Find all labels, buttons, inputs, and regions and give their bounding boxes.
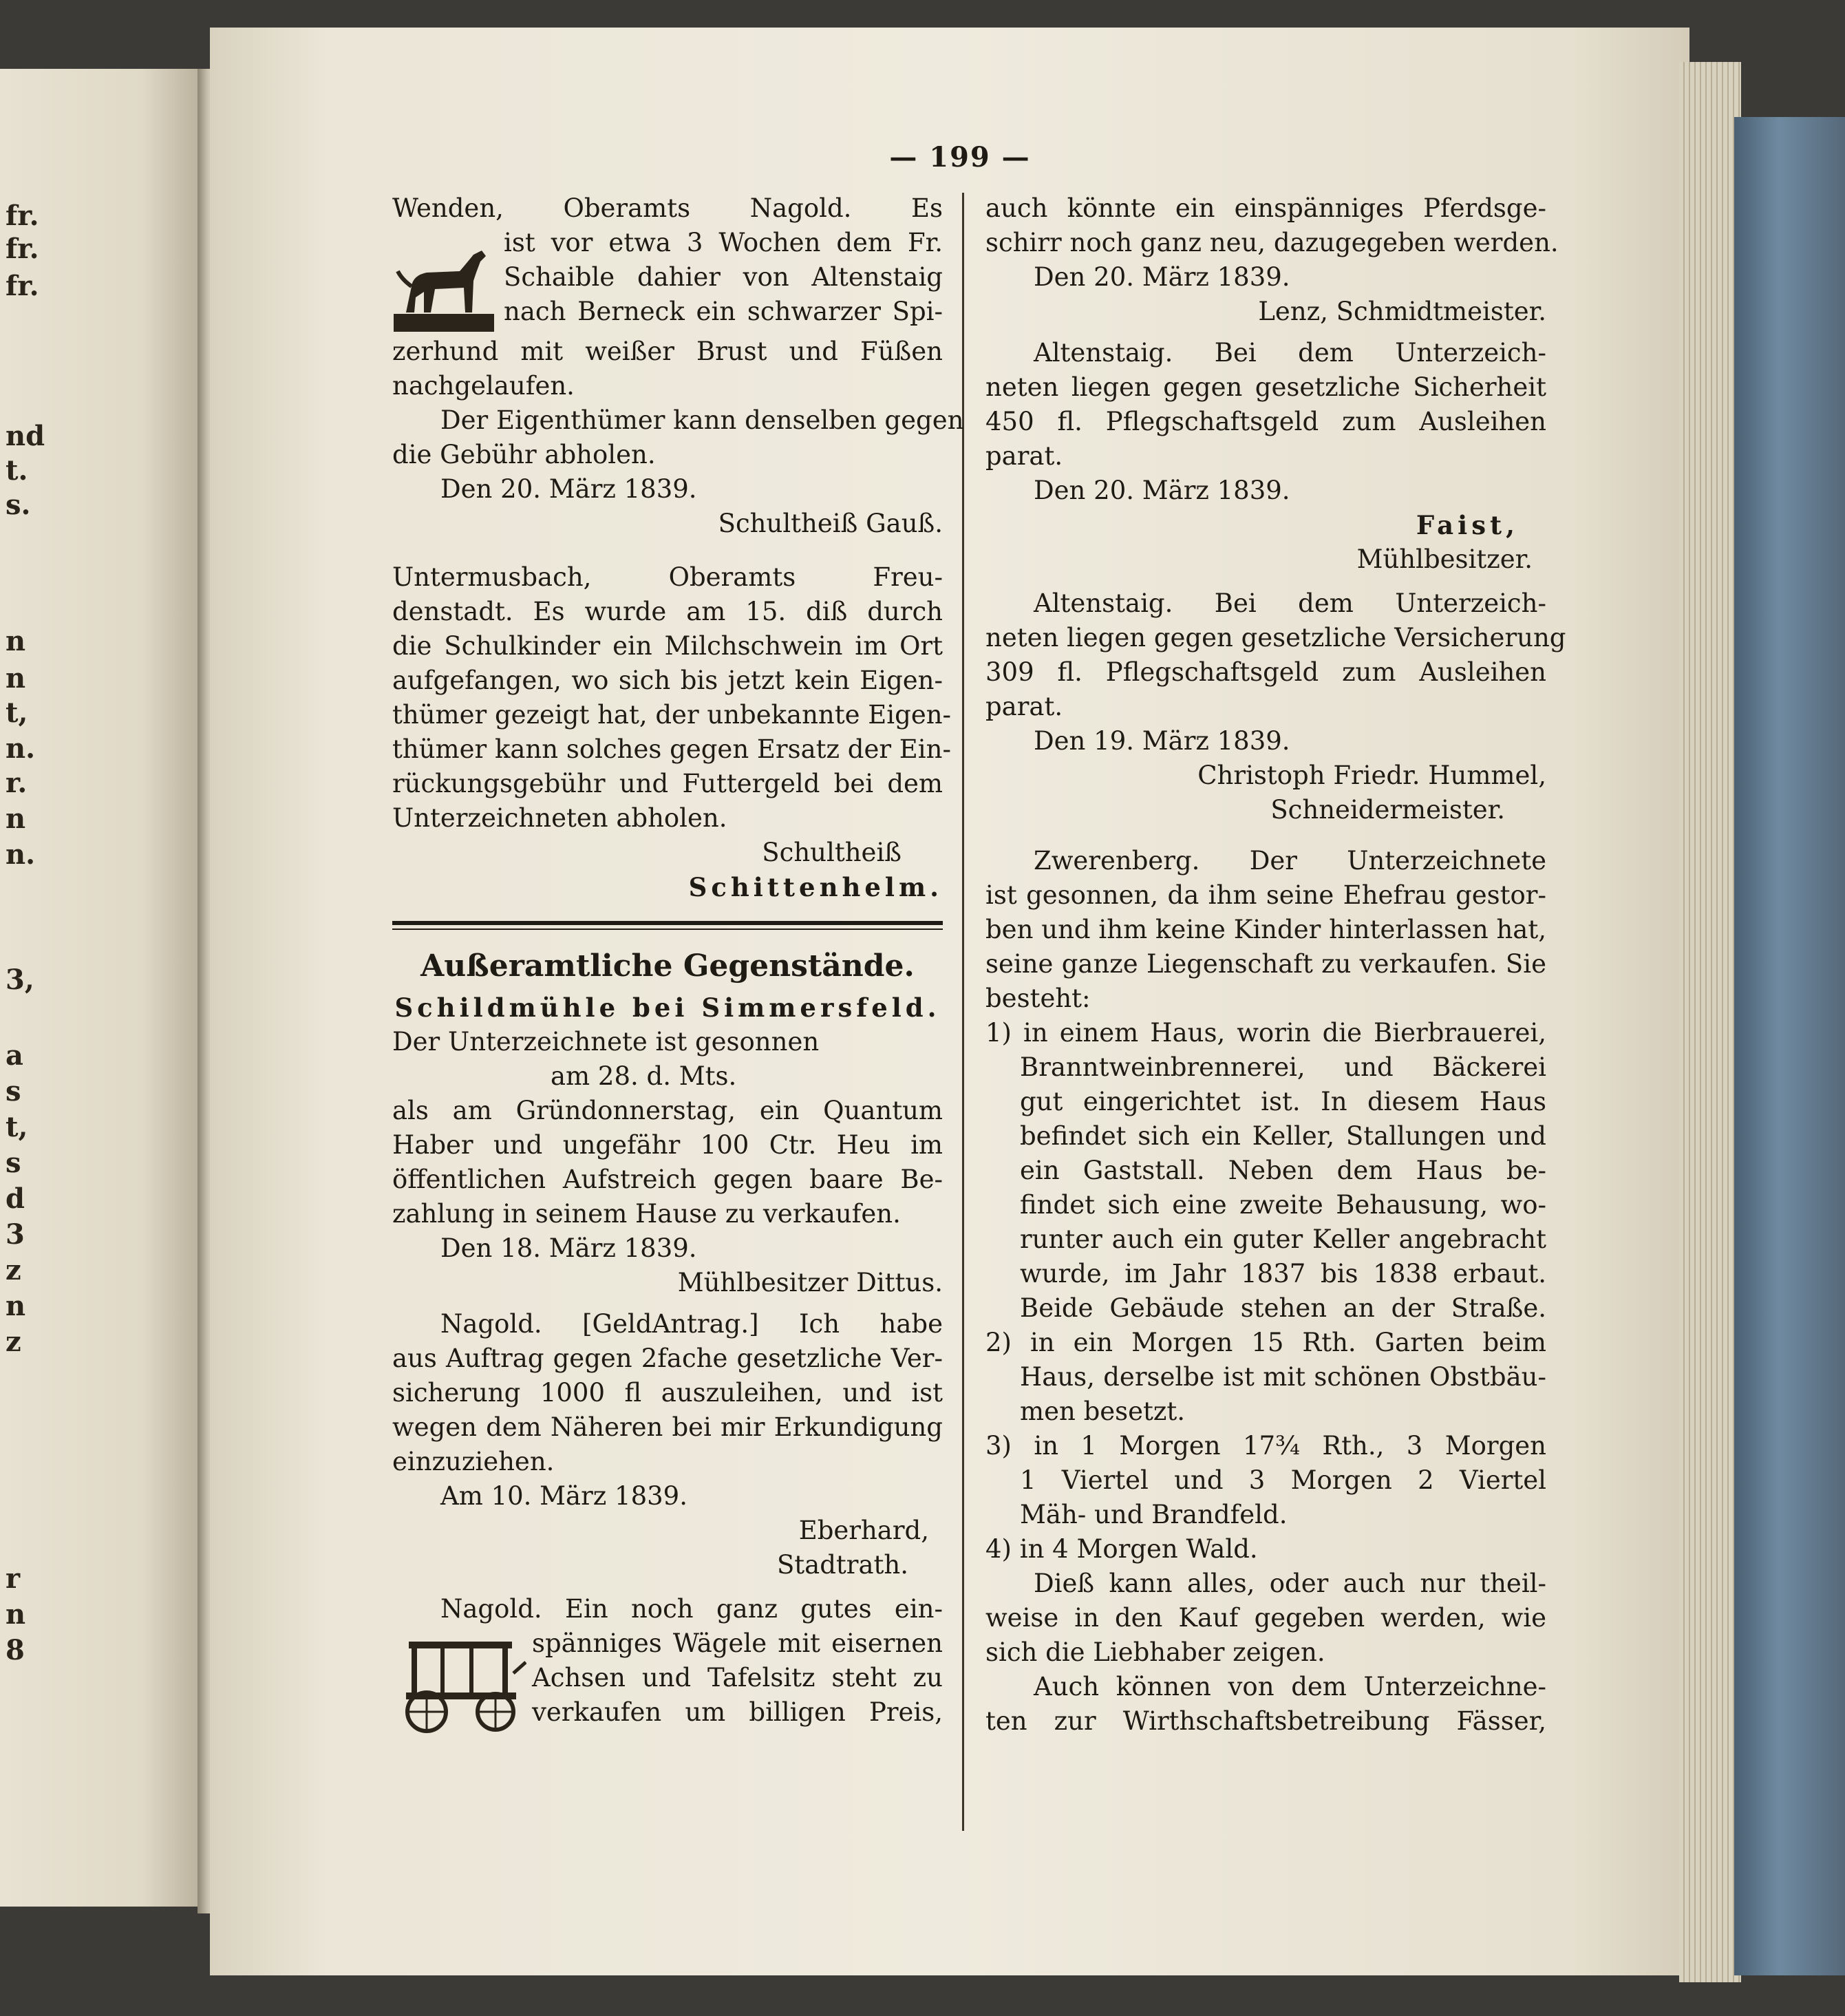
left-fragment: z [6, 1326, 21, 1358]
left-fragment: 3 [6, 1218, 25, 1251]
text-line: Der Eigenthümer kann denselben gegen [440, 405, 964, 435]
text-line: Schaible dahier von Altenstaig [504, 262, 943, 292]
text-line: Branntweinbrennerei, und Bäckerei [1020, 1052, 1546, 1082]
text-line: ist gesonnen, da ihm seine Ehefrau gestor- [985, 880, 1546, 910]
ad-zwerenberg [985, 844, 1546, 1739]
left-fragment: n. [6, 732, 36, 765]
text-line: Den 18. März 1839. [440, 1233, 697, 1263]
text-line: ben und ihm keine Kinder hinterlassen hat, [985, 915, 1546, 944]
list-item: 4) in 4 Morgen Wald. [985, 1534, 1258, 1564]
text-line: thümer gezeigt hat, der unbekannte Eigen- [392, 700, 952, 730]
text-line: Den 20. März 1839. [1034, 262, 1290, 292]
ad-headline: Nagold. [GeldAntrag.] Ich habe [440, 1309, 943, 1339]
left-fragment: 3, [6, 964, 34, 996]
page-number: — 199 — [889, 141, 1031, 173]
text-line: verkaufen um billigen Preis, [532, 1697, 943, 1727]
left-fragment: n [6, 1598, 26, 1631]
ad-altenstaig-2 [985, 586, 1566, 827]
text-line: Unterzeichneten abholen. [392, 803, 727, 833]
text-line: ein Gaststall. Neben dem Haus be- [1020, 1156, 1546, 1185]
text-line: aus Auftrag gegen 2fache gesetzliche Ver- [392, 1344, 943, 1373]
text-line: zahlung in seinem Hause zu verkaufen. [392, 1199, 901, 1229]
text-line: parat. [985, 692, 1063, 721]
text-line: öffentlichen Aufstreich gegen baare Be- [392, 1165, 943, 1194]
text-line: Achsen und Tafelsitz steht zu [532, 1663, 943, 1693]
text-line: Haber und ungefähr 100 Ctr. Heu im [392, 1130, 943, 1160]
left-fragment: r. [6, 767, 28, 799]
text-line: 450 fl. Pflegschaftsgeld zum Ausleihen [985, 407, 1546, 436]
text-line: einzuziehen. [392, 1447, 555, 1476]
left-fragment: n. [6, 838, 36, 871]
left-fragment: n [6, 1290, 26, 1322]
left-fragment: nd [6, 420, 45, 452]
text-line: nach Berneck ein schwarzer Spi- [504, 297, 943, 326]
text-line: befindet sich ein Keller, Stallungen und [1020, 1121, 1546, 1151]
page-edges [1679, 62, 1741, 1982]
left-page-edge [0, 69, 203, 1907]
text-line: Am 10. März 1839. [440, 1481, 687, 1511]
text-line: men besetzt. [1020, 1397, 1186, 1426]
text-line: wegen dem Näheren bei mir Erkundigung [392, 1412, 943, 1442]
left-fragment: t, [6, 1111, 28, 1143]
text-line: zerhund mit weißer Brust und Füßen [392, 337, 943, 366]
text-line: thümer kann solches gegen Ersatz der Ein- [392, 734, 951, 764]
signature: Schultheiß [762, 838, 902, 867]
ad-headline [392, 191, 943, 226]
text-line: rückungsgebühr und Futtergeld bei dem [392, 769, 943, 798]
text-line: Den 20. März 1839. [440, 474, 697, 504]
signature: Lenz, Schmidtmeister. [1258, 297, 1546, 326]
left-fragment: s [6, 1075, 21, 1107]
ad-untermusbach [392, 560, 952, 904]
left-fragment: r [6, 1562, 21, 1595]
signature: Christoph Friedr. Hummel, [1197, 761, 1546, 790]
left-fragment: s. [6, 489, 31, 521]
text-line: ist vor etwa 3 Wochen dem Fr. [504, 228, 943, 257]
left-fragment: fr. [6, 270, 39, 302]
signature: Faist, [1416, 510, 1519, 540]
signature: Schultheiß Gauß. [718, 509, 943, 538]
text-line: Wenden, Oberamts Nagold. Es [392, 193, 943, 223]
signature: Mühlbesitzer. [1356, 544, 1533, 574]
text-line: besteht: [985, 984, 1091, 1013]
text-line: denstadt. Es wurde am 15. diß durch [392, 597, 943, 626]
signature: Stadtrath. [776, 1550, 908, 1580]
text-line: am 28. d. Mts. [551, 1061, 737, 1091]
text-line: 309 fl. Pflegschaftsgeld zum Ausleihen [985, 657, 1546, 687]
ad-headline: Zwerenberg. Der Unterzeichnete [1034, 846, 1546, 876]
signature: Schittenhelm. [688, 872, 943, 902]
text-line: Den 19. März 1839. [1034, 726, 1290, 756]
text-line: runter auch ein guter Keller angebracht [1020, 1224, 1546, 1254]
text-line: Der Unterzeichnete ist gesonnen [392, 1027, 820, 1057]
list-item: 2) in ein Morgen 15 Rth. Garten beim [985, 1328, 1546, 1357]
text-line: als am Gründonnerstag, ein Quantum [392, 1096, 943, 1125]
left-fragment: n [6, 625, 26, 657]
text-line: die Gebühr abholen. [392, 440, 656, 469]
text-line: auch könnte ein einspänniges Pferdsge- [985, 193, 1546, 223]
text-line: weise in den Kauf gegeben werden, wie [985, 1603, 1546, 1633]
book-cover [1734, 117, 1845, 1975]
left-fragment: n [6, 803, 26, 835]
ad-wenden [392, 191, 964, 541]
left-fragment: fr. [6, 233, 39, 265]
text-line: Haus, derselbe ist mit schönen Obstbäu- [1020, 1362, 1546, 1392]
text-line: aufgefangen, wo sich bis jetzt kein Eigen- [392, 666, 943, 695]
right-column [985, 191, 1566, 1739]
left-fragment: a [6, 1039, 23, 1072]
ad-headline: Schildmühle bei Simmersfeld. [394, 993, 941, 1023]
text-line: Dieß kann alles, oder auch nur theil- [1034, 1569, 1546, 1598]
text-line: Auch können von dem Unterzeichne- [1034, 1672, 1546, 1701]
list-item: 1) in einem Haus, worin die Bierbrauerei, [985, 1018, 1546, 1048]
text-line: neten liegen gegen gesetzliche Versicherung [985, 623, 1566, 652]
left-fragment: fr. [6, 200, 39, 232]
text-line: 1 Viertel und 3 Morgen 2 Viertel [1020, 1465, 1546, 1495]
text-line: sicherung 1000 fl auszuleihen, und ist [392, 1378, 943, 1408]
signature: Schneidermeister. [1270, 795, 1505, 825]
text-line: sich die Liebhaber zeigen. [985, 1637, 1325, 1667]
ad-headline: Altenstaig. Bei dem Unterzeich- [1034, 338, 1546, 368]
list-item: 3) in 1 Morgen 17¾ Rth., 3 Morgen [985, 1431, 1546, 1461]
ad-headline: Altenstaig. Bei dem Unterzeich- [1034, 588, 1546, 618]
column-divider [962, 193, 964, 1831]
text-line: wurde, im Jahr 1837 bis 1838 erbaut. [1020, 1259, 1546, 1288]
text-line: Beide Gebäude stehen an der Straße. [1020, 1293, 1546, 1323]
ad-schildmuehle [392, 990, 943, 1300]
text-line: seine ganze Liegenschaft zu verkaufen. Sie [985, 949, 1546, 979]
signature: Eberhard, [798, 1516, 929, 1545]
left-fragment: z [6, 1254, 21, 1286]
text-line: gut eingerichtet ist. In diesem Haus [1020, 1087, 1546, 1116]
left-fragment: n [6, 662, 26, 694]
left-fragment: t, [6, 697, 28, 729]
left-column [392, 191, 964, 1735]
signature: Mühlbesitzer Dittus. [677, 1268, 943, 1297]
text-line: parat. [985, 441, 1063, 471]
ad-nagold-waegele-continued [985, 191, 1559, 329]
text-line: Mäh- und Brandfeld. [1020, 1500, 1288, 1529]
left-fragment: t. [6, 454, 28, 487]
text-line: schirr noch ganz neu, dazugegeben werden. [985, 228, 1559, 257]
text-line: neten liegen gegen gesetzliche Sicherheit [985, 372, 1546, 402]
ad-altenstaig-1 [985, 336, 1546, 577]
ad-headline: Untermusbach, Oberamts Freu- [392, 562, 943, 592]
text-line: ten zur Wirthschaftsbetreibung Fässer, [985, 1706, 1546, 1736]
section-rule [392, 921, 943, 930]
left-fragment: d [6, 1182, 25, 1215]
text-line: Den 20. März 1839. [1034, 476, 1290, 505]
text-line: spänniges Wägele mit eisernen [532, 1628, 943, 1658]
text-line: nachgelaufen. [392, 371, 575, 401]
text-line: die Schulkinder ein Milchschwein im Ort [392, 631, 943, 661]
text-line: findet sich eine zweite Behausung, wo- [1020, 1190, 1546, 1220]
left-fragment: 8 [6, 1634, 25, 1666]
ad-nagold-geldantrag [392, 1307, 943, 1582]
dog-woodcut-icon [392, 231, 495, 335]
left-fragment: s [6, 1147, 21, 1179]
section-title: Außeramtliche Gegenstände. [420, 948, 915, 984]
ad-nagold-waegele [392, 1592, 943, 1730]
carriage-woodcut-icon [392, 1632, 526, 1735]
ad-headline: Nagold. Ein noch ganz gutes ein- [440, 1594, 943, 1624]
